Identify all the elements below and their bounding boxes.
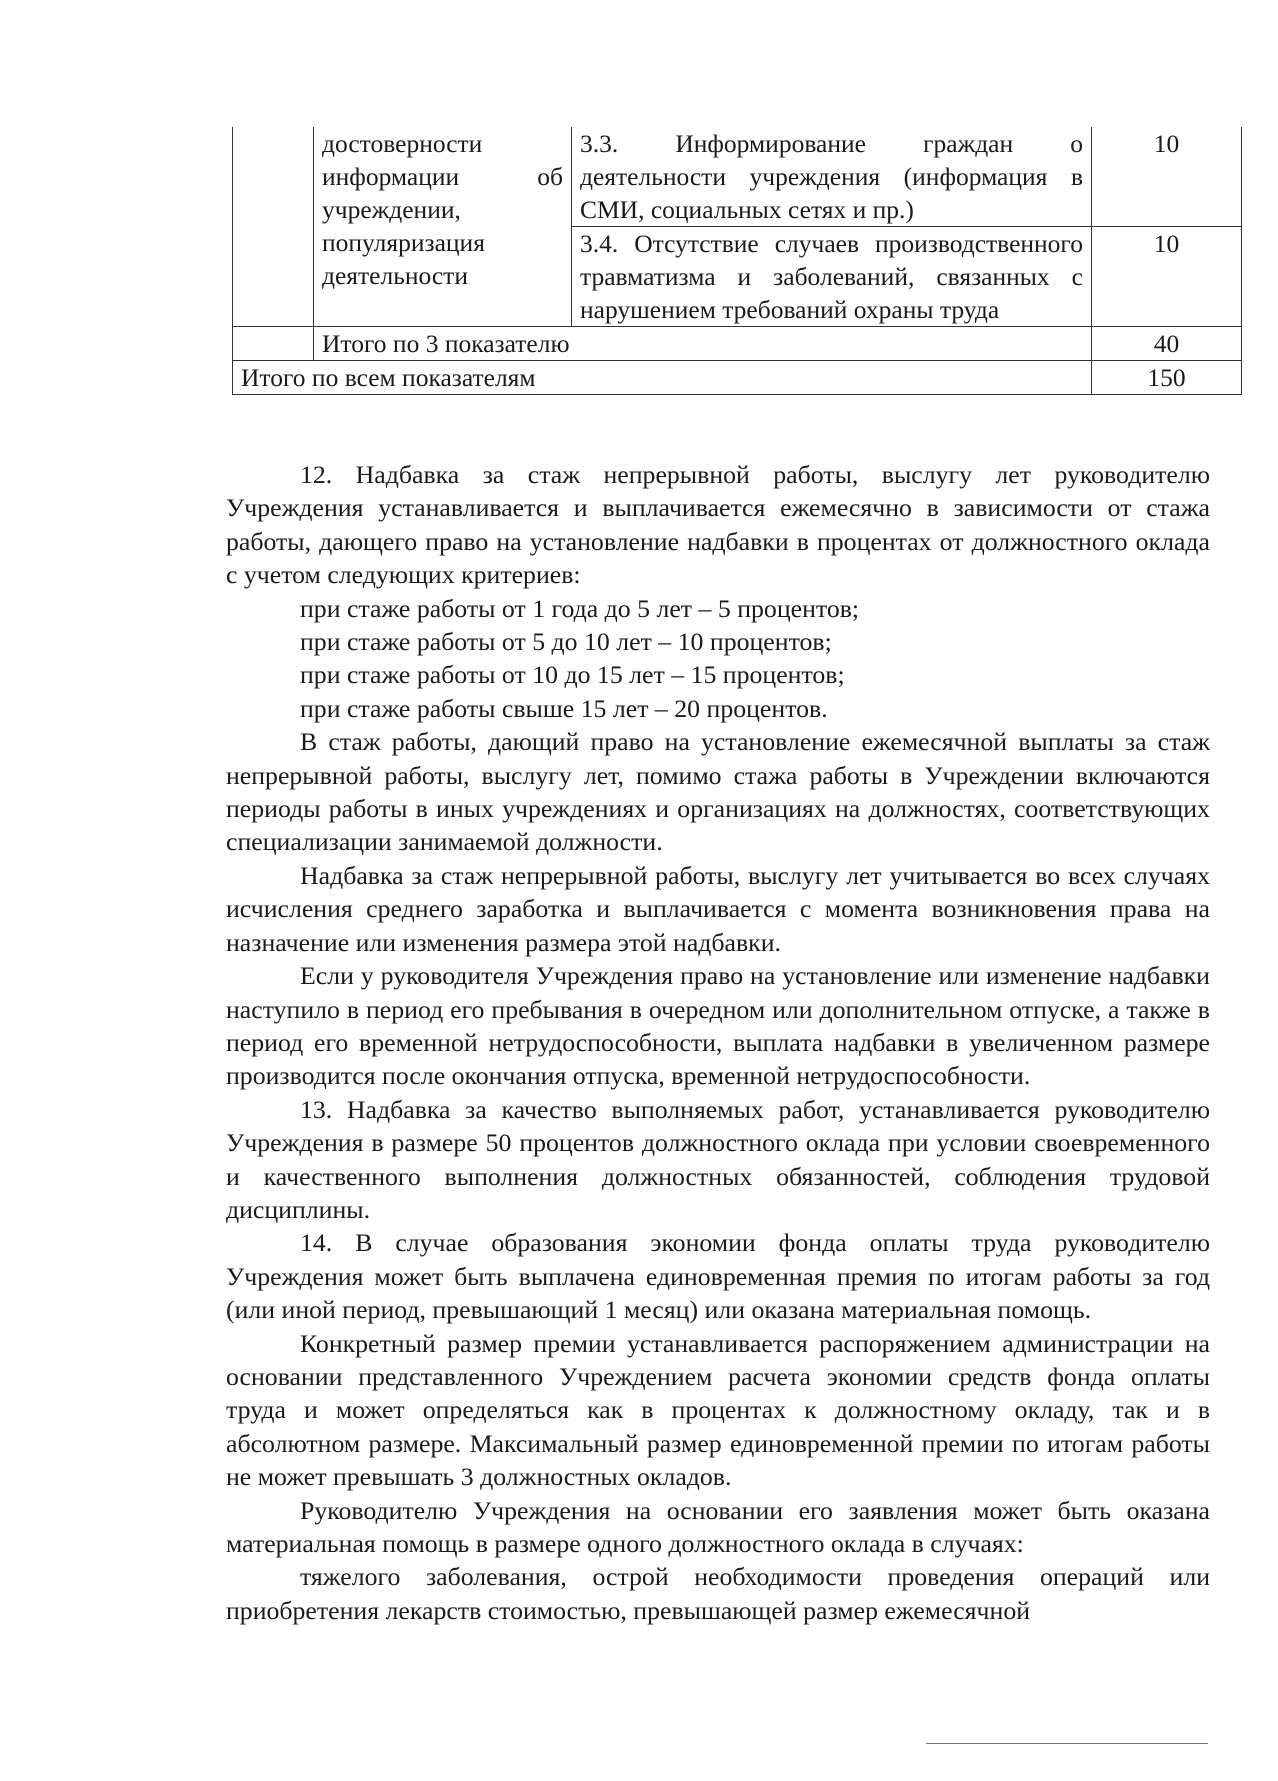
total-row [233,361,1242,395]
paragraph-12-average-earnings: Надбавка за стаж непрерывной работы, выслугу лет учитывается во всех случаях исчисления среднего заработка и выплачивается с момента возникновения права на назначение или изменения размера этой надбавки. [226,860,1210,957]
paragraph-14-cases: тяжелого заболевания, острой необходимости проведения операций или приобретения лекарств стоимостью, превышающей размер ежемесячной [226,1562,1210,1625]
points-value: 10 [1153,129,1180,158]
seniority-criterion: при стаже работы от 10 до 15 лет – 15 процентов; [300,660,845,690]
seniority-criterion: при стаже работы свыше 15 лет – 20 процентов. [300,693,828,723]
criterion-group-cell [314,127,572,327]
criterion-group-text: достоверности информации об учреждении, популяризация деятельности [322,129,563,290]
subtotal-row [233,327,1242,361]
points-value: 10 [1153,229,1180,258]
subtotal-label: Итого по 3 показателю [322,329,570,358]
criterion-text: 3.4. Отсутствие случаев производственного травматизма и заболеваний, связанных с нарушением требований охраны труда [580,229,1083,324]
blank-cell [233,127,314,327]
total-label: Итого по всем показателям [241,363,536,392]
points-cell [1092,127,1242,227]
paragraph-14-bonus-size: Конкретный размер премии устанавливается распоряжением администрации на основании представленного Учреждением расчета экономии средств фонда оплаты труда и может определяться как в процентах к должностному окладу, так и в абсолютном размере. Максимальный размер единовременной премии по итогам работы не может превышать 3 должностных окладов. [226,1328,1210,1492]
paragraph-12-leave: Если у руководителя Учреждения право на установление или изменение надбавки наступило в период его пребывания в очередном или дополнительном отпуске, а также в период его временной нетрудоспособности, выплата надбавки в увеличенном размере производится после окончания отпуска, временной нетрудоспособности. [226,961,1210,1091]
seniority-criterion: при стаже работы от 5 до 10 лет – 10 процентов; [300,627,832,657]
total-label-cell [233,361,1092,395]
points-cell [1092,227,1242,327]
criterion-text: 3.3. Информирование граждан о деятельности учреждения (информация в СМИ, социальных сетях и пр.) [580,129,1083,224]
table-row [233,127,1242,227]
footer-rule [926,1743,1208,1744]
paragraph-14-material-aid: Руководителю Учреждения на основании его заявления может быть оказана материальная помощь в размере одного должностного оклада в случаях: [226,1495,1210,1558]
total-points-cell [1092,361,1242,395]
subtotal-label-cell [314,327,1092,361]
paragraph-12: 12. Надбавка за стаж непрерывной работы, выслугу лет руководителю Учреждения устанавливается и выплачивается ежемесячно в зависимости от стажа работы, дающего право на установление надбавки в процентах от должностного оклада с учетом следующих критериев: [226,460,1210,590]
paragraph-14: 14. В случае образования экономии фонда оплаты труда руководителю Учреждения может быть выплачена единовременная премия по итогам работы за год (или иной период, превышающий 1 месяц) или оказана материальная помощь. [226,1228,1210,1325]
criterion-cell [572,227,1092,327]
paragraph-13: 13. Надбавка за качество выполняемых работ, устанавливается руководителю Учреждения в размере 50 процентов должностного оклада при условии своевременного и качественного выполнения должностных обязанностей, соблюдения трудовой дисциплины. [226,1094,1210,1224]
subtotal-points-cell [1092,327,1242,361]
paragraph-12-seniority: В стаж работы, дающий право на установление ежемесячной выплаты за стаж непрерывной работы, выслугу лет, помимо стажа работы в Учреждении включаются периоды работы в иных учреждениях и организациях на должностях, соответствующих специализации занимаемой должности. [226,727,1210,857]
document-body [226,458,1210,1627]
criteria-table [232,127,1242,395]
blank-cell [233,327,314,361]
total-points: 150 [1147,363,1186,392]
subtotal-points: 40 [1153,329,1180,358]
seniority-criterion: при стаже работы от 1 года до 5 лет – 5 процентов; [300,593,860,623]
criterion-cell [572,127,1092,227]
